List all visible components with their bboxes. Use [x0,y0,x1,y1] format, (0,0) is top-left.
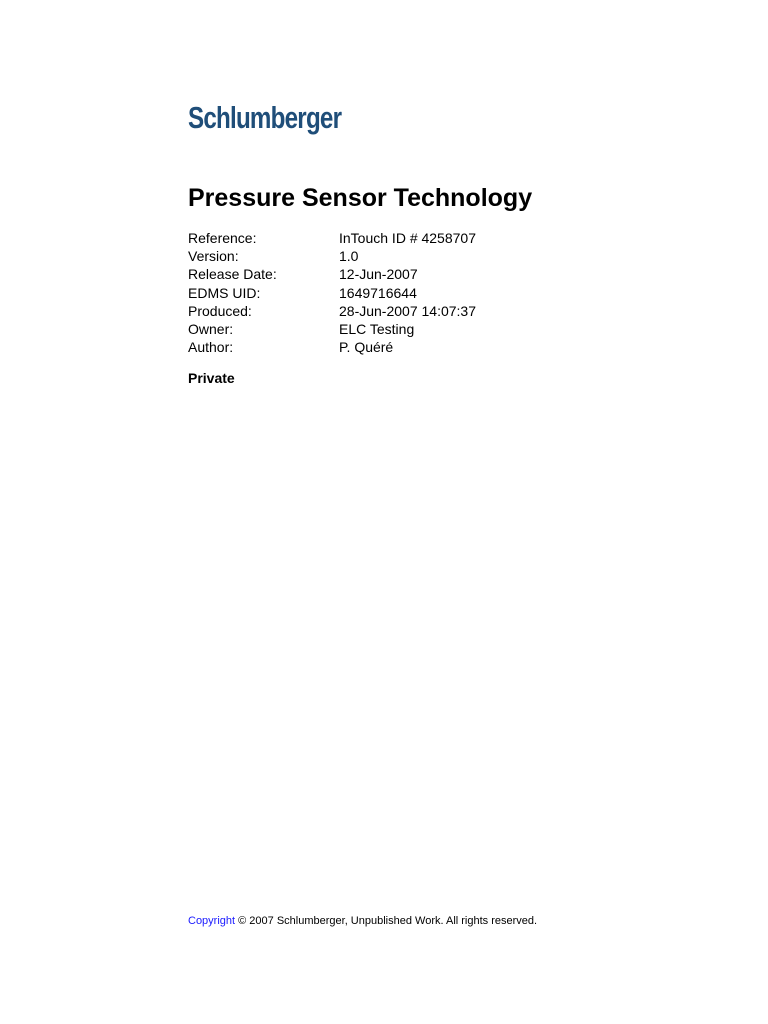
metadata-row-reference [188,229,476,247]
metadata-row-version [188,247,476,265]
metadata-row-release-date [188,265,476,283]
metadata-label: Produced: [188,302,252,319]
metadata-label: Release Date: [188,266,277,283]
copyright-text: © 2007 Schlumberger, Unpublished Work. All rights reserved. [235,915,538,927]
metadata-value: 12-Jun-2007 [339,266,418,283]
metadata-row-owner [188,320,476,338]
document-metadata [188,229,476,356]
copyright-link[interactable]: Copyright [188,915,236,927]
metadata-label: Reference: [188,230,257,246]
copyright-footer [188,913,537,929]
metadata-value: ELC Testing [339,321,415,338]
metadata-label: Version: [188,248,239,265]
metadata-label: Author: [188,339,234,356]
metadata-row-edms-uid [188,284,476,302]
metadata-value: 28-Jun-2007 14:07:37 [339,302,476,319]
classification-label: Private [188,370,235,386]
metadata-label: Owner: [188,321,234,338]
metadata-value: 1649716644 [339,284,417,301]
metadata-value: P. Quéré [339,339,394,356]
document-title: Pressure Sensor Technology [188,184,533,212]
metadata-label: EDMS UID: [188,284,261,301]
company-logo: Schlumberger [188,100,342,135]
metadata-row-produced [188,302,476,320]
metadata-value: 1.0 [339,248,359,265]
metadata-value: InTouch ID # 4258707 [339,230,476,246]
metadata-row-author [188,338,476,356]
